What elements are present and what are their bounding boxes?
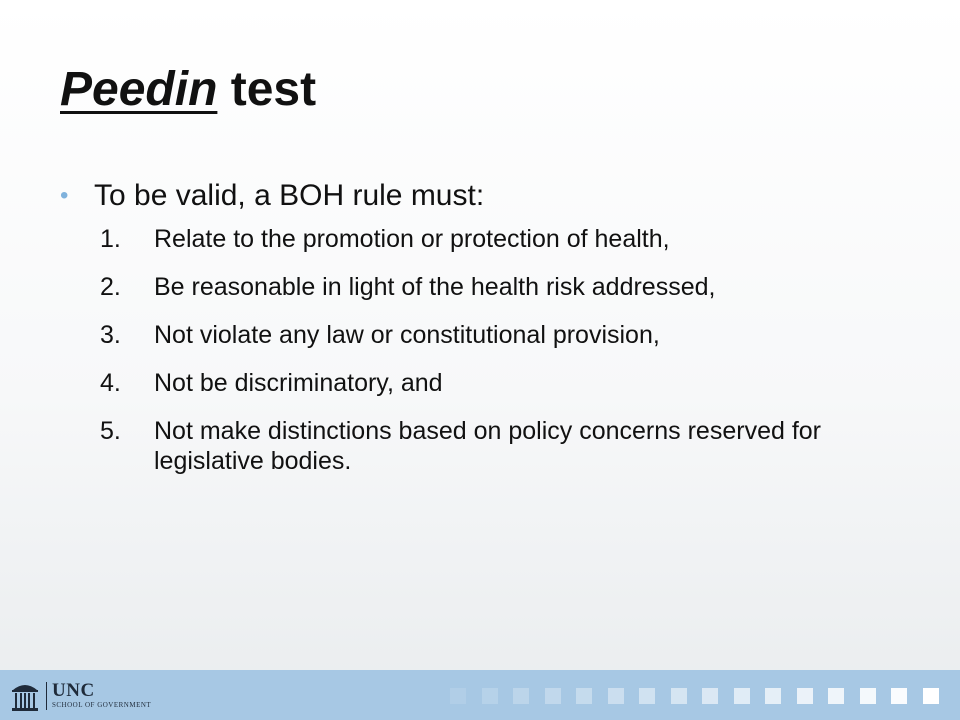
decorative-square: [671, 688, 687, 704]
decorative-square: [702, 688, 718, 704]
rule-item: [60, 224, 900, 254]
rule-number: 4.: [100, 369, 121, 397]
slide-title: [60, 62, 316, 118]
lead-text: To be valid, a BOH rule must:: [94, 179, 485, 212]
rule-item: [60, 368, 900, 398]
decorative-square: [828, 688, 844, 704]
rule-item: [60, 272, 900, 302]
rule-item: [60, 416, 900, 476]
rule-number: 1.: [100, 225, 121, 253]
decorative-square: [545, 688, 561, 704]
unc-logo: [10, 680, 152, 712]
logo-divider: [46, 682, 47, 710]
decorative-square: [576, 688, 592, 704]
slide-title-rest: test: [217, 63, 317, 116]
decorative-square: [891, 688, 907, 704]
slide-title-case-name: Peedin: [60, 63, 218, 116]
old-well-icon: [10, 680, 40, 712]
decorative-square: [482, 688, 498, 704]
decorative-square: [765, 688, 781, 704]
decorative-square: [923, 688, 939, 704]
decorative-square: [450, 688, 466, 704]
slide-body: [60, 174, 900, 494]
decorative-square: [734, 688, 750, 704]
rule-text: Relate to the promotion or protection of health,: [154, 225, 670, 253]
bullet-dot-icon: •: [60, 182, 69, 209]
decorative-square: [513, 688, 529, 704]
rule-number: 2.: [100, 273, 121, 301]
rule-number: 3.: [100, 321, 121, 349]
lead-bullet: [60, 174, 900, 218]
decorative-square: [797, 688, 813, 704]
decorative-square: [860, 688, 876, 704]
rule-text: Not make distinctions based on policy concerns reserved for legislative bodies.: [154, 417, 821, 475]
decorative-square: [608, 688, 624, 704]
rule-item: [60, 320, 900, 350]
rule-number: 5.: [100, 417, 121, 445]
decorative-square: [639, 688, 655, 704]
logo-subtitle: SCHOOL OF GOVERNMENT: [52, 701, 152, 709]
logo-name: UNC: [52, 680, 95, 701]
footer-bar: [0, 670, 960, 720]
rule-text: Be reasonable in light of the health risk addressed,: [154, 273, 716, 301]
rule-text: Not be discriminatory, and: [154, 369, 443, 397]
rules-list: [60, 224, 900, 476]
rule-text: Not violate any law or constitutional provision,: [154, 321, 660, 349]
